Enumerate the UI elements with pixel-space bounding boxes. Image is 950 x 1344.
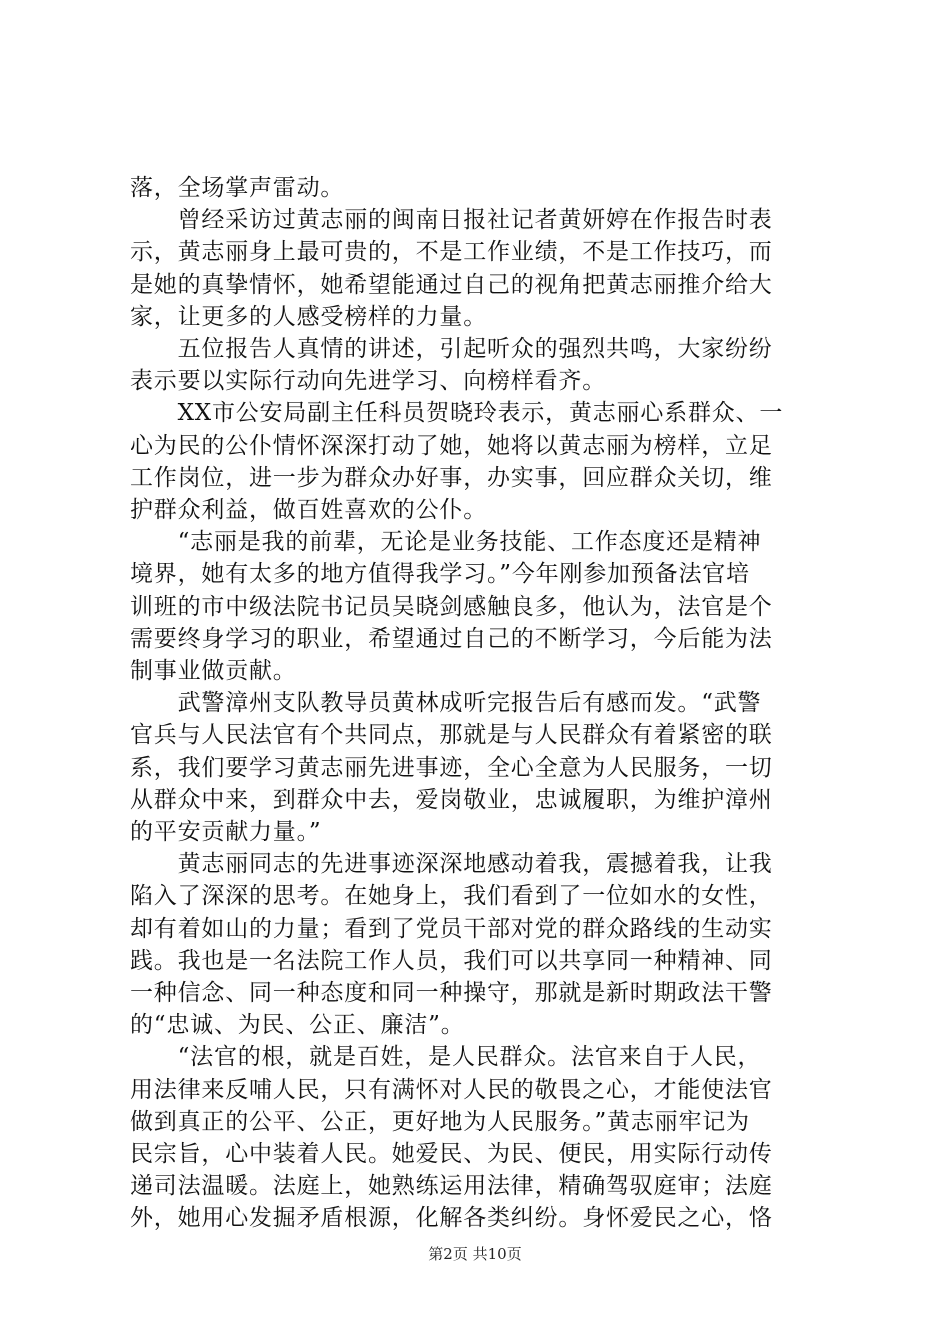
text-line: 曾经采访过黄志丽的闽南日报社记者黄妍婷在作报告时表 (130, 207, 773, 233)
text-line: 是她的真挚情怀，她希望能通过自己的视角把黄志丽推介给大 (130, 272, 773, 298)
page-footer: 第2页 共10页 (428, 1245, 522, 1263)
text-line: 陷入了深深的思考。在她身上，我们看到了一位如水的女性， (130, 883, 773, 909)
text-line: 做到真正的公平、公正，更好地为人民服务。”黄志丽牢记为 (130, 1109, 750, 1135)
text-line: XX市公安局副主任科员贺晓玲表示，黄志丽心系群众、一 (130, 400, 784, 426)
text-line: 民宗旨，心中装着人民。她爱民、为民、便民，用实际行动传 (130, 1141, 773, 1167)
text-line: 黄志丽同志的先进事迹深深地感动着我，震撼着我，让我 (130, 851, 773, 877)
text-line: 落，全场掌声雷动。 (130, 175, 345, 201)
text-line: 制事业做贡献。 (130, 658, 297, 684)
text-line: 递司法温暖。法庭上，她熟练运用法律，精确驾驭庭审；法庭 (130, 1173, 773, 1199)
text-line: 的“忠诚、为民、公正、廉洁”。 (130, 1012, 465, 1038)
text-line: 从群众中来，到群众中去，爱岗敬业，忠诚履职，为维护漳州 (130, 787, 773, 813)
text-line: 训班的市中级法院书记员吴晓剑感触良多，他认为，法官是个 (130, 594, 773, 620)
text-line: “志丽是我的前辈，无论是业务技能、工作态度还是精神 (130, 529, 762, 555)
text-line: 武警漳州支队教导员黄林成听完报告后有感而发。“武警 (130, 690, 762, 716)
text-line: 需要终身学习的职业，希望通过自己的不断学习，今后能为法 (130, 626, 773, 652)
text-line: 却有着如山的力量；看到了党员干部对党的群众路线的生动实 (130, 916, 773, 942)
text-line: 用法律来反哺人民，只有满怀对人民的敬畏之心，才能使法官 (130, 1077, 773, 1103)
text-line: 护群众利益，做百姓喜欢的公仆。 (130, 497, 487, 523)
text-line: 示，黄志丽身上最可贵的，不是工作业绩，不是工作技巧，而 (130, 239, 773, 265)
text-line: 系，我们要学习黄志丽先进事迹，全心全意为人民服务，一切 (130, 755, 773, 781)
text-line: 表示要以实际行动向先进学习、向榜样看齐。 (130, 368, 606, 394)
text-line: 境界，她有太多的地方值得我学习。”今年刚参加预备法官培 (130, 561, 750, 587)
text-line: 外，她用心发掘矛盾根源，化解各类纠纷。身怀爱民之心，恪 (130, 1205, 773, 1231)
text-line: 官兵与人民法官有个共同点，那就是与人民群众有着紧密的联 (130, 722, 773, 748)
text-line: 一种信念、同一种态度和同一种操守，那就是新时期政法干警 (130, 980, 773, 1006)
text-line: 五位报告人真情的讲述，引起听众的强烈共鸣，大家纷纷 (130, 336, 773, 362)
text-line: 的平安贡献力量。” (130, 819, 322, 845)
text-line: 心为民的公仆情怀深深打动了她，她将以黄志丽为榜样，立足 (130, 433, 773, 459)
text-line: “法官的根，就是百姓，是人民群众。法官来自于人民， (130, 1044, 762, 1070)
text-line: 家，让更多的人感受榜样的力量。 (130, 304, 487, 330)
text-line: 工作岗位，进一步为群众办好事，办实事，回应群众关切，维 (130, 465, 773, 491)
text-line: 践。我也是一名法院工作人员，我们可以共享同一种精神、同 (130, 948, 773, 974)
